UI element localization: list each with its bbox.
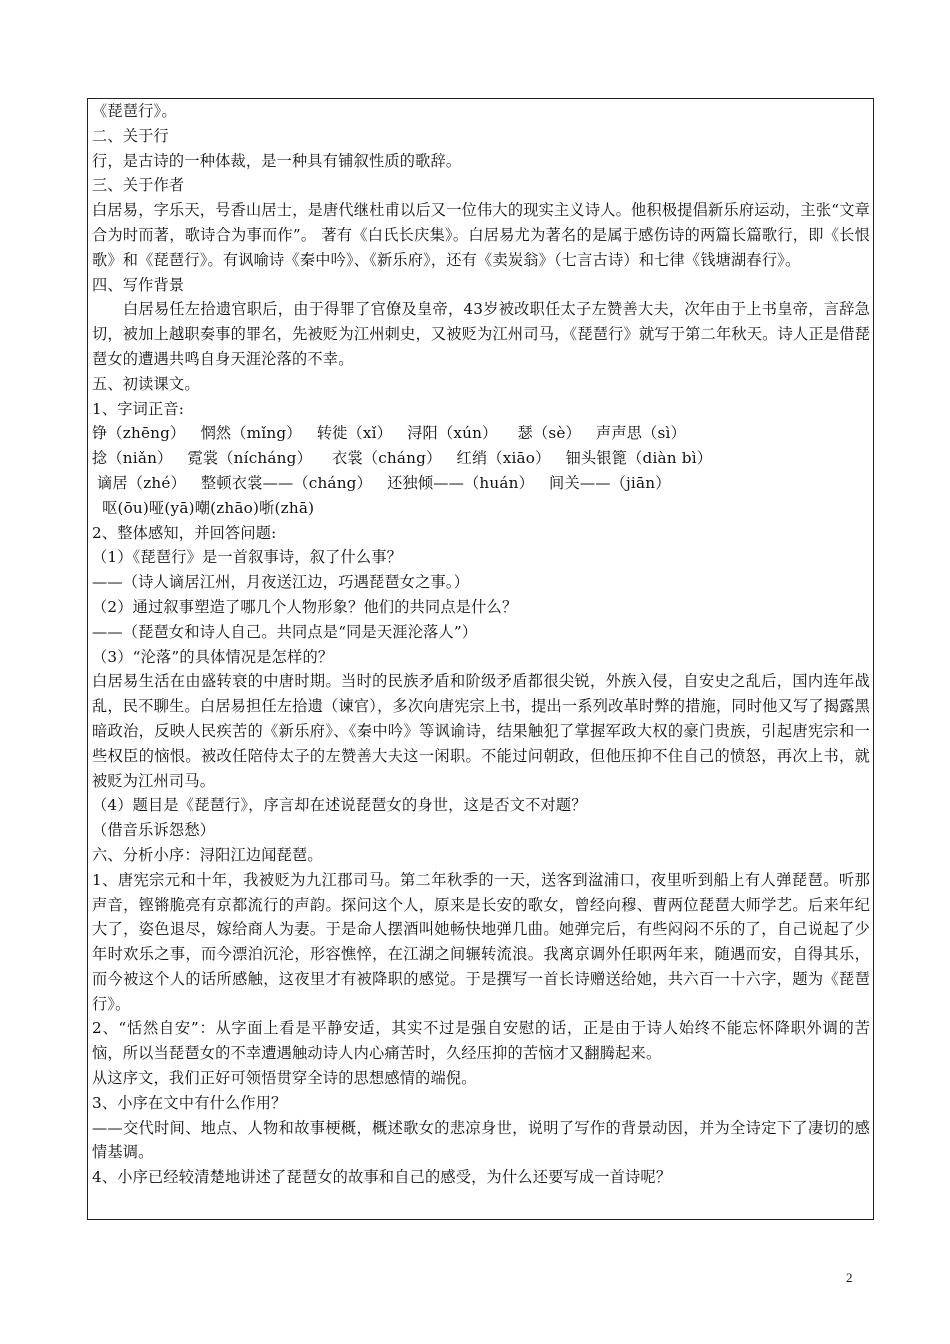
paragraph: 行，是古诗的一种体裁，是一种具有铺叙性质的歌辞。 <box>92 151 462 170</box>
document-body <box>92 99 870 1190</box>
paragraph: （4）题目是《琵琶行》，序言却在述说琵琶女的身世，这是否文不对题？ <box>92 796 587 815</box>
paragraph: 铮（zhēng） 惘然（mǐng） 转徙（xǐ） 浔阳（xún） 瑟（sè） 声声思（sì） <box>92 424 686 443</box>
paragraph: ——（诗人谪居江州，月夜送江边，巧遇琵琶女之事。） <box>92 573 470 592</box>
paragraph: 呕(ōu)哑(yā)嘲(zhāo)哳(zhā) <box>92 498 315 517</box>
paragraph: （2）通过叙事塑造了哪几个人物形象？他们的共同点是什么？ <box>92 597 518 616</box>
paragraph: 六、分析小序：浔阳江边闻琵琶。 <box>92 845 323 864</box>
paragraph: 四、写作背景 <box>92 275 185 294</box>
paragraph: 捻（niǎn） 霓裳（nícháng） 衣裳（cháng） 红绡（xiāo） 钿头银篦（diàn bì） <box>92 449 713 468</box>
paragraph: 《琵琶行》。 <box>92 102 177 120</box>
paragraph: （3）“沦落”的具体情况是怎样的？ <box>92 647 334 666</box>
paragraph: 白居易，字乐天，号香山居士，是唐代继杜甫以后又一位伟大的现实主义诗人。他积极提倡新乐府运动，主张“文章合为时而著，歌诗合为事而作”。 著有《白氏长庆集》。白居易尤为著名的是属于感伤诗的两篇长篇歌行，即《长恨歌》和《琵琶行》。有讽喻诗《秦中吟》、《新乐府》，还有《卖炭翁》（七言古诗）和七律《钱塘湖春行》。 <box>92 201 870 269</box>
paragraph: 从这序文，我们正好可领悟贯穿全诗的思想感情的端倪。 <box>92 1069 477 1088</box>
paragraph: 谪居（zhé） 整顿衣裳——（cháng） 还独倾——（huán） 间关——（jiān） <box>92 473 671 492</box>
paragraph: ——（琵琶女和诗人自己。共同点是“同是天涯沦落人”） <box>92 622 478 641</box>
paragraph: 1、字词正音: <box>92 399 185 418</box>
paragraph: 1、唐宪宗元和十年，我被贬为九江郡司马。第二年秋季的一天，送客到湓浦口，夜里听到船上有人弹琵琶。听那声音，铿锵脆亮有京都流行的声韵。探问这个人，原来是长安的歌女，曾经向穆、曹两位琵琶大师学艺。后来年纪大了，姿色退尽，嫁给商人为妻。于是命人摆酒叫她畅快地弹几曲。她弹完后，有些闷闷不乐的了，自己说起了少年时欢乐之事，而今漂泊沉沦，形容憔悴，在江湖之间辗转流浪。我离京调外任职两年来，随遇而安，自得其乐，而今被这个人的话所感触，这夜里才有被降职的感觉。于是撰写一首长诗赠送给她，共六百一十六字，题为《琵琶行》。 <box>92 870 870 1013</box>
paragraph: 白居易生活在由盛转衰的中唐时期。当时的民族矛盾和阶级矛盾都很尖锐，外族入侵，自安史之乱后，国内连年战乱，民不聊生。白居易担任左拾遗（谏官），多次向唐宪宗上书，提出一系列改革时弊的措施，同时他又写了揭露黑暗政治，反映人民疾苦的《新乐府》、《秦中吟》等讽谕诗，结果触犯了掌握军政大权的豪门贵族，引起唐宪宗和一些权臣的恼恨。被改任陪侍太子的左赞善大夫这一闲职。不能过问朝政，但他压抑不住自己的愤怒，再次上书，就被贬为江州司马。 <box>92 672 870 790</box>
paragraph: （1）《琵琶行》是一首叙事诗，叙了什么事？ <box>92 548 403 567</box>
paragraph: （借音乐诉怨愁） <box>92 821 216 840</box>
paragraph: 4、小序已经较清楚地讲述了琵琶女的故事和自己的感受，为什么还要写成一首诗呢？ <box>92 1168 672 1187</box>
paragraph: 五、初读课文。 <box>92 374 200 393</box>
paragraph: ——交代时间、地点、人物和故事梗概，概述歌女的悲凉身世，说明了写作的背景动因，并为全诗定下了凄切的感情基调。 <box>92 1118 870 1162</box>
paragraph: 二、关于行 <box>92 126 169 145</box>
paragraph: 2、“恬然自安”：从字面上看是平静安适，其实不过是强自安慰的话，正是由于诗人始终不能忘怀降职外调的苦恼，所以当琵琶女的不幸遭遇触动诗人内心痛苦时，久经压抑的苦恼才又翻腾起来。 <box>92 1019 870 1063</box>
paragraph: 2、整体感知，并回答问题: <box>92 523 277 542</box>
paragraph: 三、关于作者 <box>92 176 185 195</box>
paragraph: 白居易任左拾遗官职后，由于得罪了官僚及皇帝，43岁被改职任太子左赞善大夫，次年由于上书皇帝，言辞急切，被加上越职奏事的罪名，先被贬为江州刺史，又被贬为江州司马，《琵琶行》就写于第二年秋天。诗人正是借琵琶女的遭遇共鸣自身天涯沦落的不幸。 <box>92 300 870 368</box>
page-number: 2 <box>846 1270 853 1285</box>
paragraph: 3、小序在文中有什么作用？ <box>92 1093 287 1112</box>
